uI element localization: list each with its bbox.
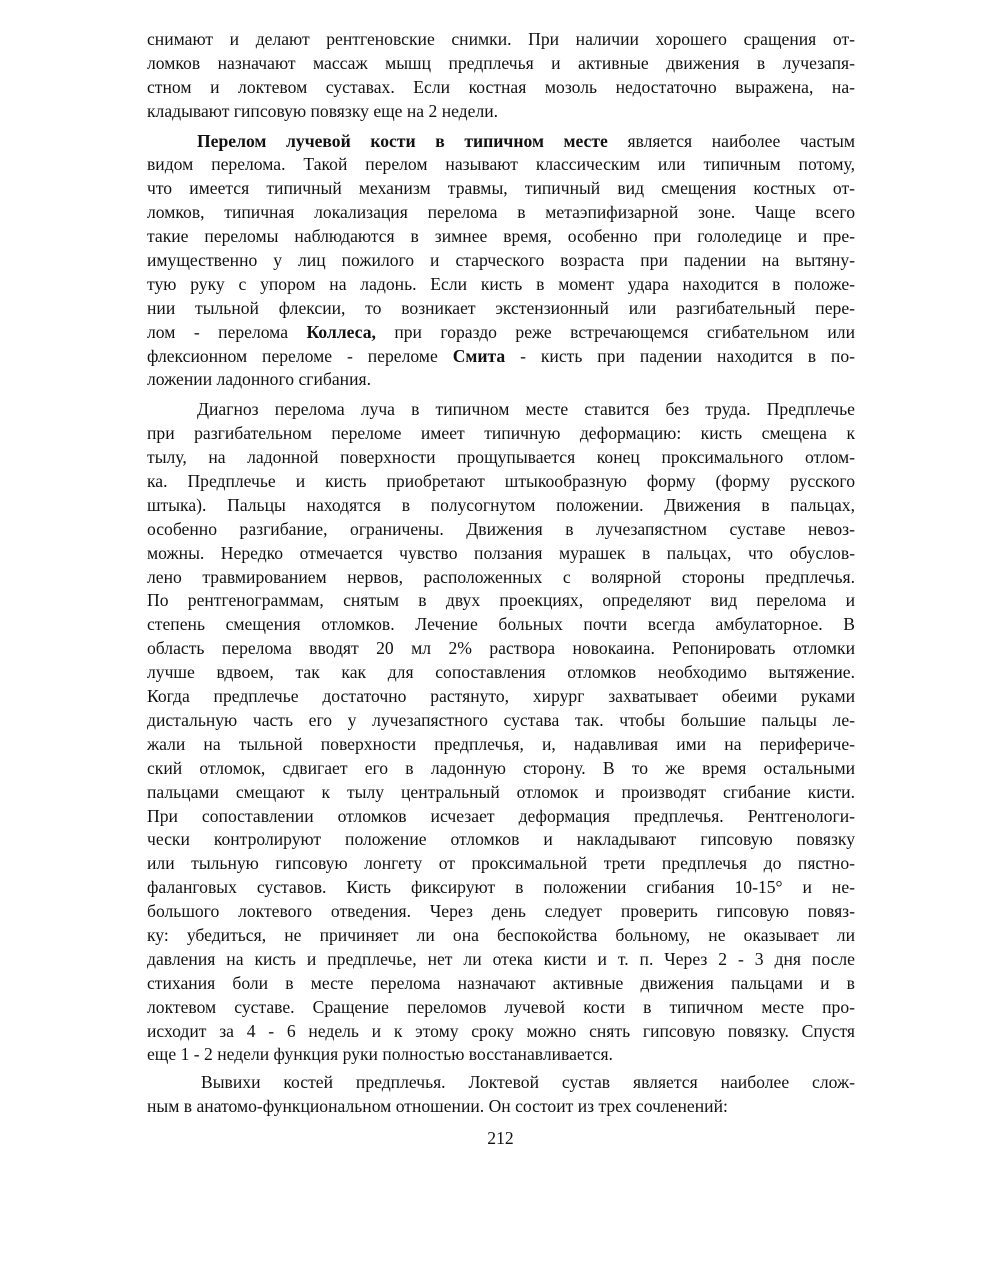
text-line: штыка). Пальцы находятся в полусогнутом положении. Движения в пальцах, [147,494,855,515]
bold-term: Смита [452,345,506,366]
text-line: жали на тыльной поверхности предплечья, и, надавливая ими на перифериче- [147,733,855,754]
text-line: лучше вдвоем, так как для сопоставления отломков необходимо вытяжение. [147,662,855,683]
text-line: стихания боли в месте перелома назначают активные движения пальцами и в [147,972,855,993]
text-line: тую руку с упором на ладонь. Если кисть в момент удара находится в положе- [147,273,855,294]
text-line: ломков, типичная локализация перелома в метаэпифизарной зоне. Чаще всего [147,202,855,223]
text-line [147,130,855,154]
text-line: при разгибательном переломе имеет типичную деформацию: кисть смещена к [147,423,855,444]
text-line: исходит за 4 - 6 недель и к этому сроку можно снять гипсовую повязку. Спустя [147,1020,855,1041]
text-line: давления на кисть и предплечье, нет ли отека кисти и т. п. Через 2 - 3 дня после [147,948,855,969]
text-line: или тыльную гипсовую лонгету от проксимальной трети предплечья до пястно- [147,853,855,874]
text-line: можны. Нередко отмечается чувство ползания мурашек в пальцах, что обуслов- [147,542,855,563]
text-line [147,345,855,369]
document-page [147,28,855,1119]
text-line: большого локтевого отведения. Через день следует проверить гипсовую повяз- [147,901,855,922]
paragraph-3 [147,398,855,1067]
text-span: при гораздо реже встречающемся сгибательном или [375,321,855,342]
text-line: область перелома вводят 20 мл 2% раствора новокаина. Репонировать отломки [147,638,855,659]
text-line: локтевом суставе. Сращение переломов лучевой кости в типичном месте про- [147,996,855,1017]
text-line: кладывают гипсовую повязку еще на 2 недели. [147,100,499,121]
text-span: лом - перелома [147,321,307,342]
text-line: тылу, на ладонной поверхности прощупывается конец проксимального отлом- [147,447,855,468]
text-line: ка. Предплечье и кисть приобретают штыкообразную форму (форму русского [147,471,855,492]
text-line: снимают и делают рентгеновские снимки. При наличии хорошего сращения от- [147,29,855,49]
text-line: Когда предплечье достаточно растянуто, хирург захватывает обеими руками [147,686,855,707]
text-line: ский отломок, сдвигает его в ладонную сторону. В то же время остальными [147,757,855,778]
text-line: ку: убедиться, не причиняет ли она беспокойства больному, не оказывает ли [147,924,855,945]
text-line: имущественно у лиц пожилого и старческого возраста при падении на вытяну- [147,250,855,271]
text-line: ломков назначают массаж мышц предплечья и активные движения в лучезапя- [147,52,855,73]
bold-term: Коллеса, [306,321,376,342]
text-line: дистальную часть его у лучезапястного сустава так. чтобы большие пальцы ле- [147,709,855,730]
text-line: Вывихи костей предплечья. Локтевой сустав является наиболее слож- [201,1072,855,1093]
text-line: еще 1 - 2 недели функция руки полностью восстанавливается. [147,1044,613,1065]
paragraph-1 [147,28,855,124]
text-span: является наиболее частым [607,130,855,151]
text-line: нии тыльной флексии, то возникает экстензионный или разгибательный пере- [147,297,855,318]
text-line: ложении ладонного сгибания. [147,369,371,390]
text-line: что имеется типичный механизм травмы, типичный вид смещения костных от- [147,178,855,199]
text-line: фаланговых суставов. Кисть фиксируют в положении сгибания 10-15° и не- [147,877,855,898]
text-line: видом перелома. Такой перелом называют классическим или типичным потому, [147,154,855,175]
text-line: По рентгенограммам, снятым в двух проекциях, определяют вид перелома и [147,590,855,611]
page-number: 212 [487,1128,514,1148]
paragraph-4 [147,1071,855,1119]
text-line: степень смещения отломков. Лечение больных почти всегда амбулаторное. В [147,614,855,635]
text-line [147,321,855,345]
text-line: лено травмированием нервов, расположенных с волярной стороны предплечья. [147,566,855,587]
text-span: - кисть при падении находится в по- [505,345,856,366]
text-line: ным в анатомо-функциональном отношении. Он состоит из трех сочленений: [147,1096,728,1117]
section-heading: Перелом лучевой кости в типичном месте [197,130,608,151]
text-line: При сопоставлении отломков исчезает деформация предплечья. Рентгенологи- [147,805,855,826]
paragraph-2 [147,130,855,393]
text-line: стном и локтевом суставах. Если костная мозоль недостаточно выражена, на- [147,76,855,97]
text-line: особенно разгибание, ограничены. Движения в лучезапястном суставе невоз- [147,518,855,539]
text-line: пальцами смещают к тылу центральный отломок и производят сгибание кисти. [147,781,855,802]
text-line: чески контролируют положение отломков и накладывают гипсовую повязку [147,829,855,850]
text-span: флексионном переломе - переломе [147,345,453,366]
text-line: Диагноз перелома луча в типичном месте ставится без труда. Предплечье [197,399,855,420]
text-line: такие переломы наблюдаются в зимнее время, особенно при гололедице и пре- [147,226,855,247]
